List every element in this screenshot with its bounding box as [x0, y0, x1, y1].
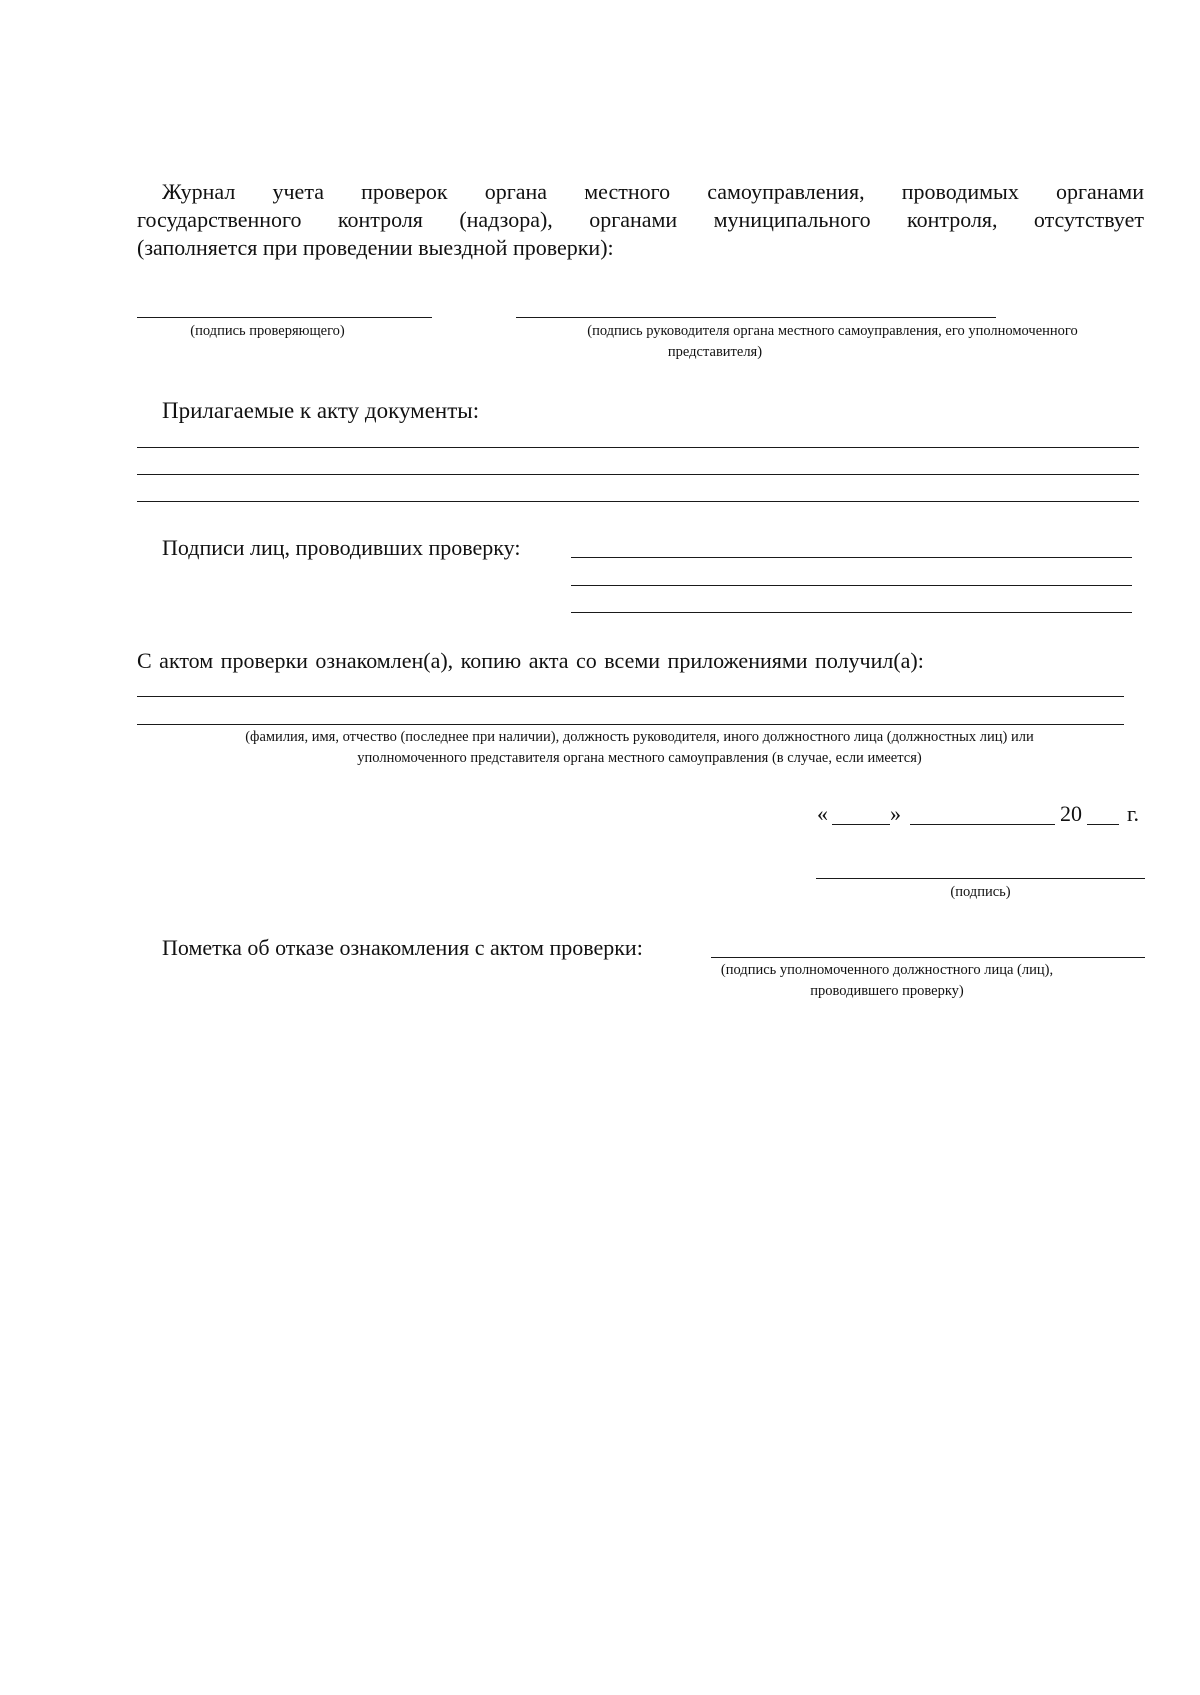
- head-signature-line[interactable]: [516, 317, 996, 318]
- date-year-suffix: г.: [1127, 801, 1140, 826]
- date-month-field[interactable]: [910, 824, 1055, 825]
- acquainted-label: С актом проверки ознакомлен(а), копию акта со всеми приложениями получил(а):: [137, 648, 924, 673]
- date-open-quote: «: [817, 801, 828, 826]
- refusal-label: Пометка об отказе ознакомления с актом проверки:: [162, 935, 643, 960]
- inspectors-signature-line-3[interactable]: [571, 612, 1132, 613]
- journal-line-2: государственного контроля (надзора), органами муниципального контроля, отсутствует: [137, 207, 1144, 232]
- acquainted-line-2[interactable]: [137, 724, 1124, 725]
- head-signature-caption-1: (подпись руководителя органа местного самоуправления, его уполномоченного: [587, 323, 1078, 339]
- attached-documents-label: Прилагаемые к акту документы:: [162, 398, 480, 423]
- journal-line-3: (заполняется при проведении выездной проверки):: [137, 235, 614, 260]
- signature-caption: (подпись): [950, 884, 1011, 900]
- attached-documents-line-3[interactable]: [137, 501, 1139, 502]
- refusal-signature-line[interactable]: [711, 957, 1145, 958]
- inspector-signature-caption: (подпись проверяющего): [190, 323, 345, 339]
- date-year-prefix: 20: [1060, 801, 1082, 826]
- acquainted-caption-2: уполномоченного представителя органа местного самоуправления (в случае, если имеется): [357, 750, 922, 766]
- acquainted-caption-1: (фамилия, имя, отчество (последнее при наличии), должность руководителя, иного должностного лица (должностных лиц) или: [245, 729, 1034, 745]
- signature-line[interactable]: [816, 878, 1145, 879]
- inspectors-signature-line-1[interactable]: [571, 557, 1132, 558]
- acquainted-line-1[interactable]: [137, 696, 1124, 697]
- attached-documents-line-2[interactable]: [137, 474, 1139, 475]
- date-year-field[interactable]: [1087, 824, 1119, 825]
- journal-line-1: Журнал учета проверок органа местного самоуправления, проводимых органами: [162, 179, 1144, 204]
- inspector-signature-line[interactable]: [137, 317, 432, 318]
- attached-documents-line-1[interactable]: [137, 447, 1139, 448]
- refusal-caption-2: проводившего проверку): [810, 983, 964, 999]
- date-close-quote: »: [890, 801, 901, 826]
- refusal-caption-1: (подпись уполномоченного должностного лица (лиц),: [720, 962, 1054, 978]
- inspectors-signatures-label: Подписи лиц, проводивших проверку:: [162, 535, 521, 560]
- head-signature-caption-2: представителя): [667, 344, 763, 360]
- date-day-field[interactable]: [832, 824, 890, 825]
- inspectors-signature-line-2[interactable]: [571, 585, 1132, 586]
